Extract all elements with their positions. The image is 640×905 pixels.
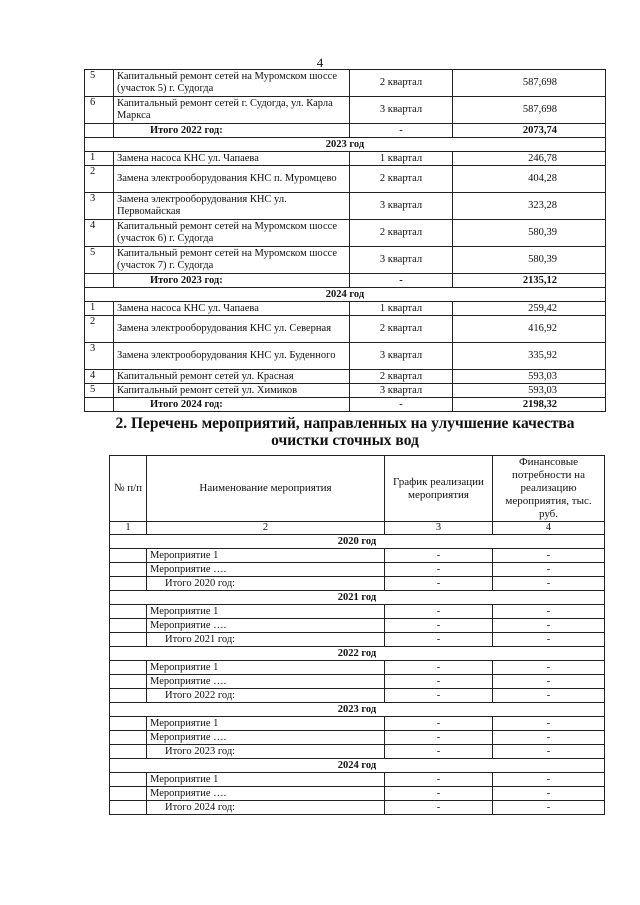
- table-row: [110, 563, 605, 577]
- table-row: [85, 370, 606, 384]
- measure-name: Капитальный ремонт сетей на Муромском шоссе (участок 5) г. Судогда: [114, 70, 350, 97]
- measure-period: -: [385, 661, 493, 675]
- table-row: [110, 675, 605, 689]
- table-row: [85, 152, 606, 166]
- total-label: Итого 2021 год:: [147, 633, 385, 647]
- measure-name: Капитальный ремонт сетей на Муромском шоссе (участок 7) г. Судогда: [114, 247, 350, 274]
- total-amount: -: [493, 745, 605, 759]
- measure-name: Мероприятие 1: [147, 661, 385, 675]
- total-amount: -: [493, 633, 605, 647]
- row-number: 3: [85, 343, 114, 370]
- column-number: 2: [147, 522, 385, 535]
- column-number-row: [110, 522, 605, 535]
- measure-name: Мероприятие 1: [147, 605, 385, 619]
- row-number-cell: [110, 717, 147, 731]
- row-number-cell: [110, 619, 147, 633]
- measure-name: Мероприятие ….: [147, 619, 385, 633]
- measure-period: 3 квартал: [350, 384, 453, 398]
- row-number-cell: [110, 577, 147, 591]
- table-row: [110, 731, 605, 745]
- row-number: 2: [85, 316, 114, 343]
- year-header: 2021 год: [110, 591, 605, 605]
- measure-period: -: [385, 605, 493, 619]
- column-number: 3: [385, 522, 493, 535]
- table-row: [85, 193, 606, 220]
- total-period: -: [385, 745, 493, 759]
- total-period: -: [385, 577, 493, 591]
- row-number-cell: [110, 675, 147, 689]
- measure-name: Мероприятие 1: [147, 717, 385, 731]
- measure-name: Замена электрооборудования КНС ул. Буденного: [114, 343, 350, 370]
- total-label: Итого 2024 год:: [147, 801, 385, 815]
- table-row: [110, 717, 605, 731]
- measure-amount: -: [493, 787, 605, 801]
- total-label: Итого 2022 год:: [147, 689, 385, 703]
- year-header: 2024 год: [110, 759, 605, 773]
- row-number-cell: [110, 787, 147, 801]
- measure-amount: -: [493, 549, 605, 563]
- year-header: 2023 год: [85, 138, 606, 152]
- row-number-cell: [110, 605, 147, 619]
- header-name: Наименование мероприятия: [147, 456, 385, 522]
- total-amount: -: [493, 689, 605, 703]
- measure-period: 2 квартал: [350, 70, 453, 97]
- table-row: [85, 220, 606, 247]
- row-number-cell: [110, 633, 147, 647]
- row-number-cell: [110, 661, 147, 675]
- row-number-cell: [110, 801, 147, 815]
- row-number: 3: [85, 193, 114, 220]
- column-number: 1: [110, 522, 147, 535]
- measure-amount: -: [493, 661, 605, 675]
- total-row: [110, 577, 605, 591]
- section-2-title: 2. Перечень мероприятий, направленных на улучшение качества очистки сточных вод: [115, 415, 575, 449]
- header-schedule: График реализации мероприятия: [385, 456, 493, 522]
- total-row: [85, 398, 606, 412]
- measure-period: 2 квартал: [350, 220, 453, 247]
- measure-period: 3 квартал: [350, 193, 453, 220]
- total-row: [85, 274, 606, 288]
- measure-name: Капитальный ремонт сетей ул. Химиков: [114, 384, 350, 398]
- table-row: [110, 773, 605, 787]
- measure-name: Мероприятие ….: [147, 787, 385, 801]
- measure-name: Замена насоса КНС ул. Чапаева: [114, 302, 350, 316]
- total-amount: 2073,74: [453, 124, 606, 138]
- measure-amount: -: [493, 773, 605, 787]
- measure-amount: 259,42: [453, 302, 606, 316]
- total-period: -: [350, 124, 453, 138]
- total-row: [110, 745, 605, 759]
- measure-amount: -: [493, 717, 605, 731]
- measure-amount: -: [493, 619, 605, 633]
- year-header: 2022 год: [110, 647, 605, 661]
- measure-amount: 593,03: [453, 370, 606, 384]
- row-number-cell: [110, 731, 147, 745]
- measure-period: 2 квартал: [350, 370, 453, 384]
- measure-name: Мероприятие ….: [147, 563, 385, 577]
- total-amount: 2198,32: [453, 398, 606, 412]
- measures-table-continued: [84, 69, 606, 412]
- row-number-cell: [110, 773, 147, 787]
- measure-name: Капитальный ремонт сетей г. Судогда, ул. Карла Маркса: [114, 97, 350, 124]
- measure-name: Замена электрооборудования КНС ул. Первомайская: [114, 193, 350, 220]
- measure-amount: 404,28: [453, 166, 606, 193]
- header-number: № п/п: [110, 456, 147, 522]
- measure-period: -: [385, 773, 493, 787]
- year-header-row: [110, 591, 605, 605]
- measure-period: -: [385, 717, 493, 731]
- table-row: [110, 619, 605, 633]
- row-number: 4: [85, 220, 114, 247]
- column-number: 4: [493, 522, 605, 535]
- row-number: 5: [85, 384, 114, 398]
- total-row: [110, 633, 605, 647]
- row-number-cell: [110, 563, 147, 577]
- total-period: -: [385, 689, 493, 703]
- total-period: -: [350, 398, 453, 412]
- row-number-cell: [110, 745, 147, 759]
- table-row: [85, 343, 606, 370]
- measure-period: 1 квартал: [350, 302, 453, 316]
- year-header-row: [110, 703, 605, 717]
- measure-period: 3 квартал: [350, 247, 453, 274]
- year-header-row: [110, 647, 605, 661]
- measure-amount: 416,92: [453, 316, 606, 343]
- wastewater-measures-table: [109, 455, 605, 815]
- measure-period: 1 квартал: [350, 152, 453, 166]
- row-number: 5: [85, 247, 114, 274]
- table-row: [85, 384, 606, 398]
- measure-name: Мероприятие ….: [147, 731, 385, 745]
- row-number-cell: [110, 689, 147, 703]
- total-amount: -: [493, 801, 605, 815]
- table-row: [110, 605, 605, 619]
- measure-period: -: [385, 787, 493, 801]
- measure-amount: 587,698: [453, 70, 606, 97]
- table-row: [85, 316, 606, 343]
- table-row: [85, 166, 606, 193]
- total-amount: -: [493, 577, 605, 591]
- measure-amount: -: [493, 605, 605, 619]
- measure-name: Замена электрооборудования КНС п. Муромцево: [114, 166, 350, 193]
- total-label: Итого 2023 год:: [147, 745, 385, 759]
- year-header-row: [85, 288, 606, 302]
- measure-amount: -: [493, 675, 605, 689]
- measure-amount: 580,39: [453, 247, 606, 274]
- year-sections: [110, 535, 605, 815]
- measure-name: Капитальный ремонт сетей на Муромском шоссе (участок 6) г. Судогда: [114, 220, 350, 247]
- total-row: [110, 801, 605, 815]
- total-row: [110, 689, 605, 703]
- table-row: [110, 787, 605, 801]
- total-period: -: [385, 633, 493, 647]
- year-header: 2023 год: [110, 703, 605, 717]
- measure-period: 3 квартал: [350, 97, 453, 124]
- measure-amount: -: [493, 731, 605, 745]
- measure-period: 3 квартал: [350, 343, 453, 370]
- year-header-row: [110, 759, 605, 773]
- table-header-row: [110, 456, 605, 522]
- header-finance: Финансовые потребности на реализацию мероприятия, тыс. руб.: [493, 456, 605, 522]
- row-number: 6: [85, 97, 114, 124]
- row-number: 4: [85, 370, 114, 384]
- year-header: 2024 год: [85, 288, 606, 302]
- measure-period: -: [385, 731, 493, 745]
- measure-period: -: [385, 563, 493, 577]
- year-header-row: [110, 535, 605, 549]
- total-label: Итого 2020 год:: [147, 577, 385, 591]
- measure-amount: 587,698: [453, 97, 606, 124]
- measure-name: Мероприятие ….: [147, 675, 385, 689]
- measure-amount: 323,28: [453, 193, 606, 220]
- table-row: [85, 247, 606, 274]
- measure-name: Капитальный ремонт сетей ул. Красная: [114, 370, 350, 384]
- table-row: [85, 70, 606, 97]
- measure-name: Замена электрооборудования КНС ул. Северная: [114, 316, 350, 343]
- measure-amount: 593,03: [453, 384, 606, 398]
- measure-amount: 580,39: [453, 220, 606, 247]
- row-number: 1: [85, 152, 114, 166]
- measure-amount: 246,78: [453, 152, 606, 166]
- total-label: Итого 2022 год:: [114, 124, 350, 138]
- total-row: [85, 124, 606, 138]
- measure-name: Мероприятие 1: [147, 773, 385, 787]
- year-header-row: [85, 138, 606, 152]
- measure-period: 2 квартал: [350, 166, 453, 193]
- row-number: 1: [85, 302, 114, 316]
- total-period: -: [350, 274, 453, 288]
- measure-name: Замена насоса КНС ул. Чапаева: [114, 152, 350, 166]
- measure-name: Мероприятие 1: [147, 549, 385, 563]
- total-amount: 2135,12: [453, 274, 606, 288]
- measure-amount: -: [493, 563, 605, 577]
- row-number: 5: [85, 70, 114, 97]
- table-row: [85, 97, 606, 124]
- table-row: [110, 549, 605, 563]
- total-label: Итого 2023 год:: [114, 274, 350, 288]
- year-header: 2020 год: [110, 535, 605, 549]
- row-number-cell: [110, 549, 147, 563]
- row-number: 2: [85, 166, 114, 193]
- measure-period: 2 квартал: [350, 316, 453, 343]
- page-number: 4: [316, 55, 324, 70]
- total-label: Итого 2024 год:: [114, 398, 350, 412]
- total-period: -: [385, 801, 493, 815]
- measure-period: -: [385, 675, 493, 689]
- measure-amount: 335,92: [453, 343, 606, 370]
- table-row: [85, 302, 606, 316]
- measure-period: -: [385, 619, 493, 633]
- measure-period: -: [385, 549, 493, 563]
- table-row: [110, 661, 605, 675]
